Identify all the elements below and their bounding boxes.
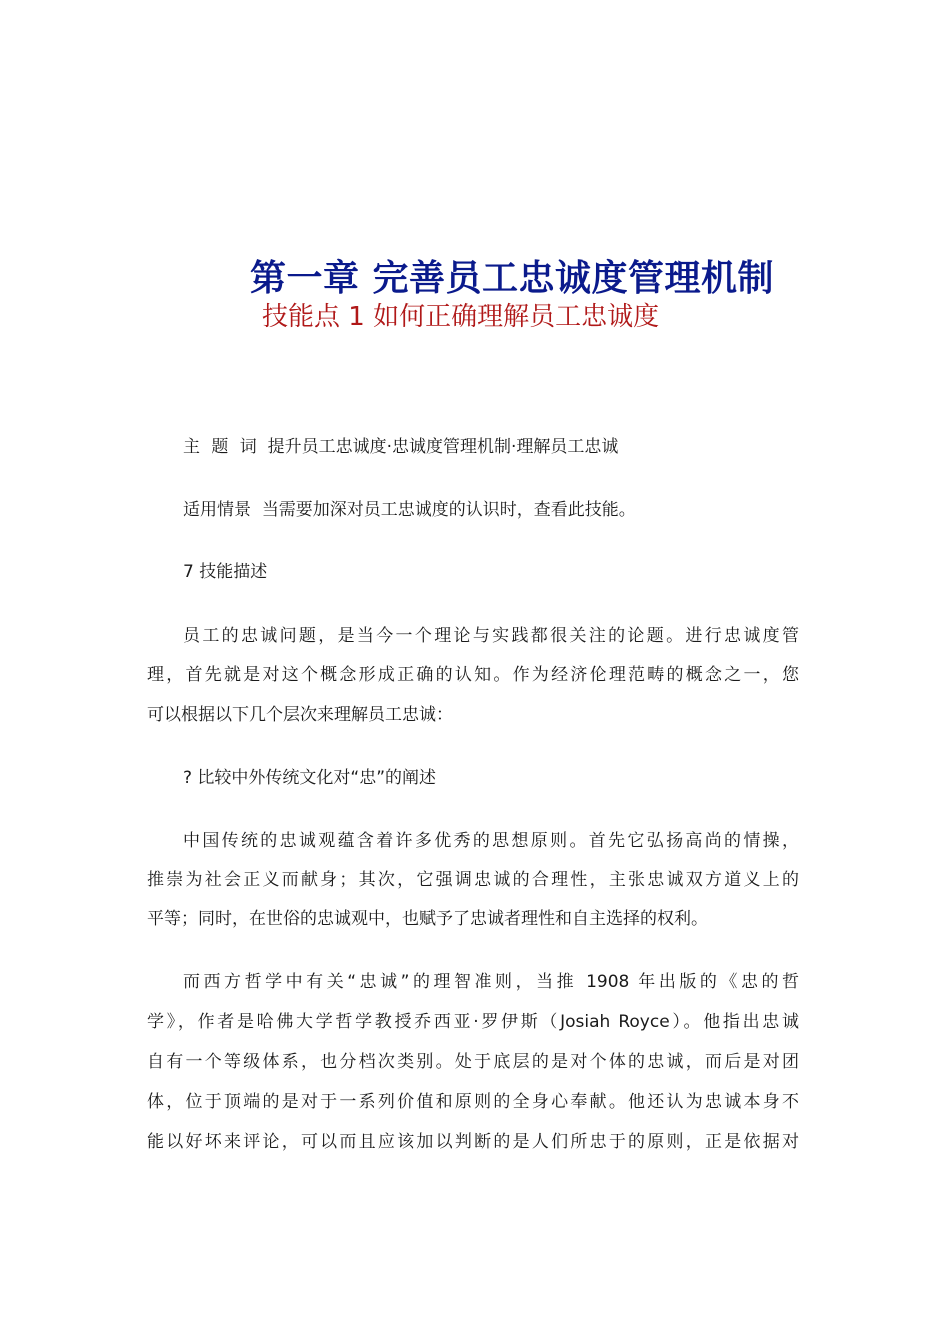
p1-line-1: 员工的忠诚问题，是当今一个理论与实践都很关注的论题。进行忠诚度管 — [183, 626, 799, 646]
p2-line-2: 推崇为社会正义而献身；其次，它强调忠诚的合理性，主张忠诚双方道义上的 — [147, 870, 799, 890]
chapter-title: 第一章 完善员工忠诚度管理机制 — [250, 258, 775, 299]
skill-title: 技能点 1 如何正确理解员工忠诚度 — [262, 302, 660, 332]
keywords-row — [183, 432, 618, 457]
p2-line-1: 中国传统的忠诚观蕴含着许多优秀的思想原则。首先它弘扬高尚的情操， — [183, 831, 799, 851]
p3-line-2: 学》，作者是哈佛大学哲学教授乔西亚·罗伊斯（Josiah Royce）。他指出忠诚 — [147, 1012, 799, 1032]
p3-line-3: 自有一个等级体系，也分档次类别。处于底层的是对个体的忠诚，而后是对团 — [147, 1052, 799, 1072]
p2-line-3: 平等；同时，在世俗的忠诚观中，也赋予了忠诚者理性和自主选择的权利。 — [147, 909, 708, 929]
keywords-label: 主 题 词 — [183, 437, 257, 457]
p1-line-2: 理，首先就是对这个概念形成正确的认知。作为经济伦理范畴的概念之一，您 — [147, 665, 799, 685]
scenario-label: 适用情景 — [183, 500, 251, 520]
p3-line-4: 体，位于顶端的是对于一系列价值和原则的全身心奉献。他还认为忠诚本身不 — [147, 1092, 799, 1112]
keywords-value: 提升员工忠诚度·忠诚度管理机制·理解员工忠诚 — [267, 437, 619, 457]
scenario-value: 当需要加深对员工忠诚度的认识时，查看此技能。 — [261, 500, 636, 520]
p3-line-5: 能以好坏来评论，可以而且应该加以判断的是人们所忠于的原则，正是依据对 — [147, 1132, 799, 1152]
p1-line-3: 可以根据以下几个层次来理解员工忠诚： — [147, 705, 453, 725]
p3-line-1: 而西方哲学中有关“忠诚”的理智准则，当推 1908 年出版的《忠的哲 — [183, 972, 799, 992]
compare-subheading: ? 比较中外传统文化对“忠”的阐述 — [183, 768, 437, 788]
skill-desc-heading: 7 技能描述 — [183, 562, 268, 582]
scenario-row — [183, 495, 636, 520]
